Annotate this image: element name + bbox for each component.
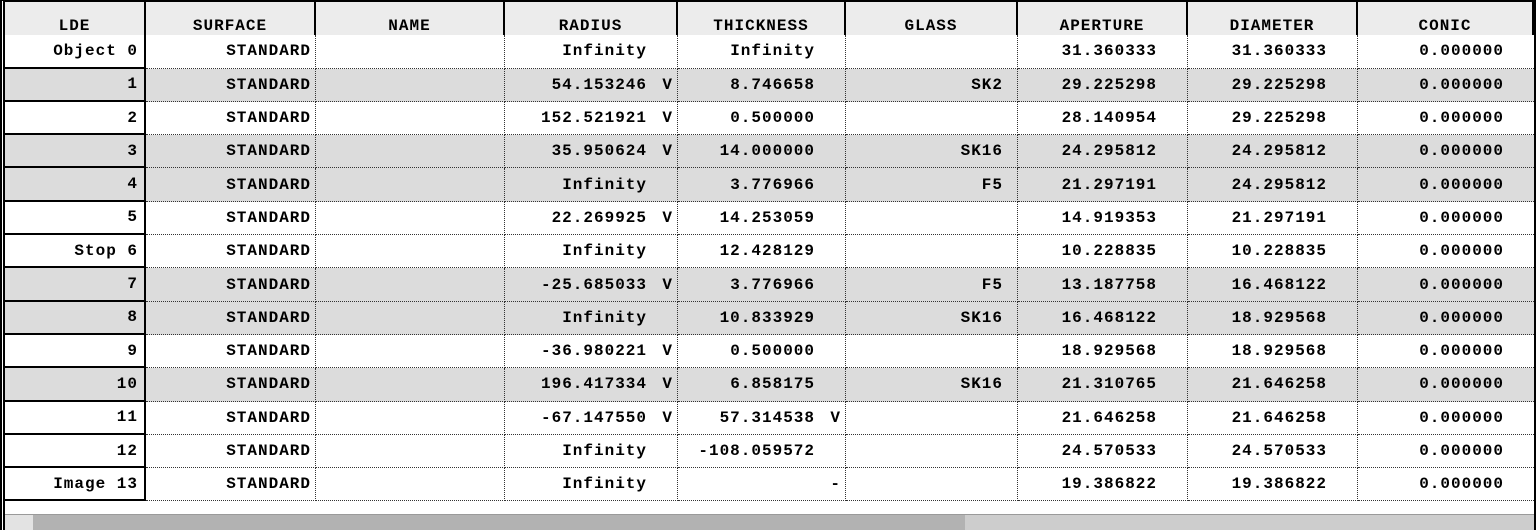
cell-surface-number[interactable]: 2 — [5, 102, 146, 135]
cell-radius[interactable]: 22.269925 V — [505, 202, 678, 235]
cell-thickness[interactable]: 8.746658 — [678, 69, 846, 102]
cell-name[interactable] — [316, 302, 505, 335]
cell-aperture[interactable]: 16.468122 — [1018, 302, 1188, 335]
cell-conic[interactable]: 0.000000 — [1358, 435, 1534, 468]
cell-name[interactable] — [316, 35, 505, 68]
cell-surface-number[interactable]: 10 — [5, 368, 146, 401]
radius-variable-flag: V — [662, 408, 673, 427]
cell-conic[interactable]: 0.000000 — [1358, 135, 1534, 168]
cell-glass[interactable]: F5 — [846, 168, 1018, 201]
cell-thickness[interactable]: 3.776966 — [678, 268, 846, 301]
cell-glass[interactable] — [846, 102, 1018, 135]
cell-radius[interactable]: Infinity — [505, 302, 678, 335]
cell-glass[interactable] — [846, 335, 1018, 368]
cell-surface-type[interactable]: STANDARD — [146, 368, 316, 401]
cell-conic[interactable]: 0.000000 — [1358, 235, 1534, 268]
radius-variable-flag: V — [662, 142, 673, 161]
cell-radius[interactable]: Infinity — [505, 468, 678, 501]
scrollbar-left-cap — [5, 515, 33, 530]
cell-aperture[interactable]: 21.646258 — [1018, 402, 1188, 435]
cell-diameter[interactable]: 24.570533 — [1188, 435, 1358, 468]
cell-conic[interactable]: 0.000000 — [1358, 468, 1534, 501]
cell-surface-type[interactable]: STANDARD — [146, 69, 316, 102]
cell-thickness[interactable]: 14.000000 — [678, 135, 846, 168]
column-header-surface: SURFACE — [146, 2, 316, 51]
cell-radius[interactable]: Infinity — [505, 35, 678, 68]
cell-surface-type[interactable]: STANDARD — [146, 268, 316, 301]
cell-conic[interactable]: 0.000000 — [1358, 69, 1534, 102]
cell-surface-number[interactable]: 8 — [5, 302, 146, 335]
cell-aperture[interactable]: 29.225298 — [1018, 69, 1188, 102]
radius-variable-flag: V — [662, 75, 673, 94]
cell-aperture[interactable]: 24.295812 — [1018, 135, 1188, 168]
cell-glass[interactable]: F5 — [846, 268, 1018, 301]
cell-diameter[interactable]: 29.225298 — [1188, 102, 1358, 135]
cell-thickness[interactable]: 0.500000 — [678, 335, 846, 368]
cell-conic[interactable]: 0.000000 — [1358, 35, 1534, 68]
cell-aperture[interactable]: 21.297191 — [1018, 168, 1188, 201]
cell-diameter[interactable]: 21.646258 — [1188, 402, 1358, 435]
cell-aperture[interactable]: 21.310765 — [1018, 368, 1188, 401]
cell-diameter[interactable]: 29.225298 — [1188, 69, 1358, 102]
cell-glass[interactable]: SK16 — [846, 368, 1018, 401]
cell-radius[interactable]: 152.521921 V — [505, 102, 678, 135]
cell-diameter[interactable]: 10.228835 — [1188, 235, 1358, 268]
cell-glass[interactable] — [846, 202, 1018, 235]
cell-diameter[interactable]: 16.468122 — [1188, 268, 1358, 301]
cell-name[interactable] — [316, 135, 505, 168]
cell-thickness[interactable]: Infinity — [678, 35, 846, 68]
radius-variable-flag: V — [662, 342, 673, 361]
cell-name[interactable] — [316, 69, 505, 102]
cell-aperture[interactable]: 13.187758 — [1018, 268, 1188, 301]
cell-surface-number[interactable]: 5 — [5, 202, 146, 235]
column-header-lde: LDE — [5, 2, 146, 51]
scrollbar-thumb[interactable] — [33, 515, 965, 530]
cell-name[interactable] — [316, 235, 505, 268]
radius-variable-flag: V — [662, 109, 673, 128]
cell-surface-type[interactable]: STANDARD — [146, 35, 316, 68]
thickness-variable-flag: - — [830, 475, 841, 494]
cell-conic[interactable]: 0.000000 — [1358, 402, 1534, 435]
cell-aperture[interactable]: 10.228835 — [1018, 235, 1188, 268]
cell-name[interactable] — [316, 335, 505, 368]
column-header-aperture: APERTURE — [1018, 2, 1188, 51]
cell-diameter[interactable]: 21.297191 — [1188, 202, 1358, 235]
lens-data-table — [5, 2, 1534, 501]
cell-surface-number[interactable]: 11 — [5, 402, 146, 435]
cell-name[interactable] — [316, 102, 505, 135]
cell-name[interactable] — [316, 368, 505, 401]
cell-aperture[interactable]: 14.919353 — [1018, 202, 1188, 235]
column-header-conic: CONIC — [1358, 2, 1534, 51]
cell-glass[interactable] — [846, 35, 1018, 68]
cell-surface-number[interactable]: Image 13 — [5, 468, 146, 501]
cell-aperture[interactable]: 31.360333 — [1018, 35, 1188, 68]
cell-glass[interactable]: SK2 — [846, 69, 1018, 102]
cell-radius[interactable]: 54.153246 V — [505, 69, 678, 102]
cell-surface-number[interactable]: 3 — [5, 135, 146, 168]
cell-surface-type[interactable]: STANDARD — [146, 102, 316, 135]
cell-thickness[interactable]: 3.776966 — [678, 168, 846, 201]
cell-conic[interactable]: 0.000000 — [1358, 335, 1534, 368]
radius-variable-flag: V — [662, 375, 673, 394]
cell-name[interactable] — [316, 168, 505, 201]
cell-glass[interactable] — [846, 435, 1018, 468]
cell-surface-number[interactable]: 12 — [5, 435, 146, 468]
cell-diameter[interactable]: 18.929568 — [1188, 335, 1358, 368]
cell-surface-number[interactable]: Object 0 — [5, 35, 146, 68]
cell-surface-type[interactable]: STANDARD — [146, 135, 316, 168]
radius-variable-flag: V — [662, 208, 673, 227]
cell-conic[interactable]: 0.000000 — [1358, 202, 1534, 235]
cell-surface-type[interactable]: STANDARD — [146, 302, 316, 335]
cell-surface-type[interactable]: STANDARD — [146, 435, 316, 468]
column-header-thickness: THICKNESS — [678, 2, 846, 51]
cell-glass[interactable]: SK16 — [846, 302, 1018, 335]
cell-surface-type[interactable]: STANDARD — [146, 202, 316, 235]
cell-conic[interactable]: 0.000000 — [1358, 302, 1534, 335]
cell-diameter[interactable]: 21.646258 — [1188, 368, 1358, 401]
cell-thickness[interactable]: 0.500000 — [678, 102, 846, 135]
cell-aperture[interactable]: 19.386822 — [1018, 468, 1188, 501]
cell-surface-type[interactable]: STANDARD — [146, 168, 316, 201]
cell-thickness[interactable]: 12.428129 — [678, 235, 846, 268]
cell-conic[interactable]: 0.000000 — [1358, 368, 1534, 401]
cell-conic[interactable]: 0.000000 — [1358, 268, 1534, 301]
cell-conic[interactable]: 0.000000 — [1358, 168, 1534, 201]
cell-thickness[interactable]: 57.314538 V — [678, 402, 846, 435]
cell-diameter[interactable]: 18.929568 — [1188, 302, 1358, 335]
cell-radius[interactable]: Infinity — [505, 435, 678, 468]
cell-glass[interactable] — [846, 468, 1018, 501]
cell-radius[interactable]: -25.685033 V — [505, 268, 678, 301]
cell-surface-type[interactable]: STANDARD — [146, 402, 316, 435]
cell-name[interactable] — [316, 268, 505, 301]
cell-radius[interactable]: Infinity — [505, 168, 678, 201]
cell-surface-number[interactable]: 7 — [5, 268, 146, 301]
cell-surface-number[interactable]: 1 — [5, 69, 146, 102]
cell-glass[interactable] — [846, 402, 1018, 435]
cell-thickness[interactable]: 14.253059 — [678, 202, 846, 235]
cell-radius[interactable]: -36.980221 V — [505, 335, 678, 368]
cell-diameter[interactable]: 31.360333 — [1188, 35, 1358, 68]
cell-surface-type[interactable]: STANDARD — [146, 235, 316, 268]
cell-name[interactable] — [316, 402, 505, 435]
column-header-diameter: DIAMETER — [1188, 2, 1358, 51]
cell-name[interactable] — [316, 435, 505, 468]
cell-radius[interactable]: 35.950624 V — [505, 135, 678, 168]
cell-name[interactable] — [316, 202, 505, 235]
cell-glass[interactable]: SK16 — [846, 135, 1018, 168]
column-header-glass: GLASS — [846, 2, 1018, 51]
cell-conic[interactable]: 0.000000 — [1358, 102, 1534, 135]
cell-thickness[interactable]: 6.858175 — [678, 368, 846, 401]
cell-diameter[interactable]: 24.295812 — [1188, 135, 1358, 168]
cell-diameter[interactable]: 24.295812 — [1188, 168, 1358, 201]
cell-surface-type[interactable]: STANDARD — [146, 335, 316, 368]
cell-aperture[interactable]: 28.140954 — [1018, 102, 1188, 135]
horizontal-scrollbar[interactable] — [5, 514, 1534, 530]
cell-surface-number[interactable]: 4 — [5, 168, 146, 201]
cell-thickness[interactable]: 10.833929 — [678, 302, 846, 335]
cell-thickness[interactable]: -108.059572 — [678, 435, 846, 468]
radius-variable-flag: V — [662, 275, 673, 294]
cell-thickness[interactable] — [678, 468, 846, 501]
cell-radius[interactable]: Infinity — [505, 235, 678, 268]
cell-surface-number[interactable]: 9 — [5, 335, 146, 368]
column-header-radius: RADIUS — [505, 2, 678, 51]
cell-radius[interactable]: -67.147550 V — [505, 402, 678, 435]
cell-name[interactable] — [316, 468, 505, 501]
cell-aperture[interactable]: 24.570533 — [1018, 435, 1188, 468]
cell-aperture[interactable]: 18.929568 — [1018, 335, 1188, 368]
cell-glass[interactable] — [846, 235, 1018, 268]
column-header-name: NAME — [316, 2, 505, 51]
cell-diameter[interactable]: 19.386822 — [1188, 468, 1358, 501]
cell-surface-number[interactable]: Stop 6 — [5, 235, 146, 268]
cell-surface-type[interactable]: STANDARD — [146, 468, 316, 501]
cell-radius[interactable]: 196.417334 V — [505, 368, 678, 401]
thickness-variable-flag: V — [830, 408, 841, 427]
